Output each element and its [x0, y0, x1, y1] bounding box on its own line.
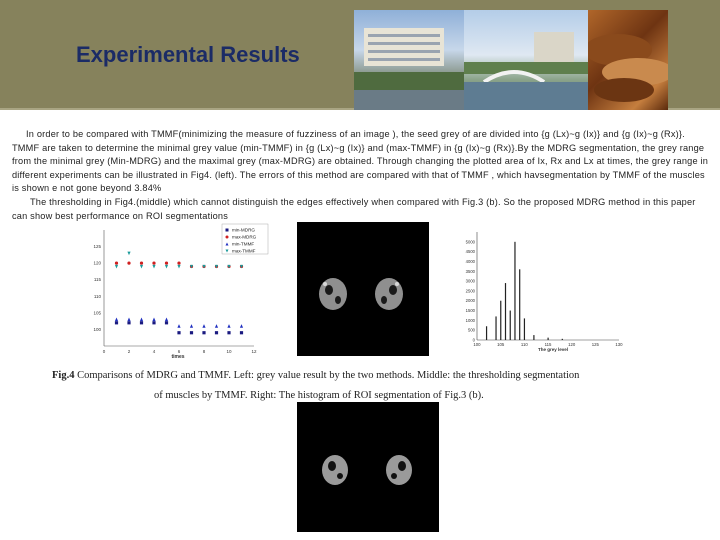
histogram-bar — [510, 311, 511, 340]
histogram-y-tick-label: 2000 — [465, 298, 475, 304]
histogram-y-tick-label: 1000 — [465, 317, 475, 323]
histogram-x-axis-label: The grey level — [537, 347, 569, 352]
thresholding-segmentation-image — [297, 222, 429, 356]
histogram-bar — [533, 335, 534, 340]
scatter-y-tick-label: 115 — [93, 277, 101, 283]
banner-bridge-photo — [464, 10, 588, 110]
slide-title: Experimental Results — [76, 42, 300, 67]
scatter-point — [165, 321, 168, 324]
scatter-y-tick-label: 125 — [93, 244, 101, 250]
scatter-x-axis-label: times — [171, 354, 185, 360]
scatter-point — [127, 321, 130, 324]
scatter-y-tick-label: 120 — [93, 260, 101, 266]
scatter-point — [215, 331, 218, 334]
scatter-point — [115, 317, 118, 321]
legend-marker — [226, 229, 229, 232]
grey-value-scatter-chart — [82, 222, 278, 360]
legend-label: max-TMMF — [232, 248, 256, 254]
histogram-x-tick-label: 125 — [591, 342, 599, 347]
histogram-y-tick-label: 4000 — [465, 258, 475, 264]
scatter-legend — [222, 224, 268, 254]
roi-segmentation-image — [297, 402, 439, 532]
histogram-y-tick-label: 3500 — [465, 268, 475, 274]
figure-caption-line-1 — [52, 370, 579, 381]
scatter-point — [240, 331, 243, 334]
scatter-tick-labels — [93, 241, 257, 354]
banner-hands-photo — [588, 10, 668, 110]
legend-marker — [226, 236, 229, 239]
scatter-point — [127, 252, 130, 256]
histogram-x-tick-label: 100 — [473, 342, 481, 347]
scatter-points — [115, 252, 243, 335]
histogram-x-tick-label: 120 — [568, 342, 576, 347]
scatter-x-tick-label: 0 — [102, 349, 106, 354]
histogram-y-tick-label: 0 — [472, 337, 475, 343]
histogram-bar — [548, 338, 549, 340]
scatter-point — [177, 262, 180, 265]
scatter-point — [140, 321, 143, 324]
scatter-x-tick-label: 6 — [177, 349, 181, 354]
scatter-point — [115, 265, 118, 269]
histogram-bar — [514, 242, 515, 340]
scatter-point — [227, 324, 230, 328]
legend-label: max-MDRG — [232, 234, 257, 240]
scatter-point — [240, 324, 243, 328]
figure-caption-line-2: of muscles by TMMF. Right: The histogram of ROI segmentation of Fig.3 (b). — [154, 390, 484, 401]
scatter-point — [152, 262, 155, 265]
scatter-point — [177, 324, 180, 328]
histogram-tick-labels — [466, 239, 623, 347]
scatter-point — [202, 324, 205, 328]
histogram-bar — [486, 326, 487, 340]
histogram-bar — [500, 301, 501, 340]
scatter-point — [165, 265, 168, 269]
histogram-axes — [477, 232, 619, 340]
scatter-point — [165, 262, 168, 265]
scatter-point — [140, 265, 143, 269]
scatter-point — [215, 324, 218, 328]
banner-building-photo — [354, 10, 464, 110]
scatter-point — [152, 265, 155, 269]
body-paragraph-2: The thresholding in Fig4.(middle) which cannot distinguish the edges effectively when compared with Fig.3 (b). So the proposed MDRG method in this paper can show best performance on ROI segmentations — [12, 197, 696, 221]
scatter-point — [127, 262, 130, 265]
scatter-x-tick-label: 4 — [152, 349, 156, 354]
histogram-y-tick-label: 5000 — [465, 239, 475, 245]
scatter-point — [165, 317, 168, 321]
scatter-x-tick-label: 8 — [202, 349, 206, 354]
scatter-point — [202, 331, 205, 334]
scatter-point — [127, 317, 130, 321]
histogram-bar — [524, 318, 525, 340]
histogram-y-tick-label: 500 — [468, 327, 475, 333]
scatter-point — [177, 331, 180, 334]
histogram-x-tick-label: 105 — [497, 342, 505, 347]
scatter-point — [227, 331, 230, 334]
scatter-point — [115, 262, 118, 265]
scatter-point — [152, 321, 155, 324]
legend-label: min-TMMF — [232, 241, 255, 247]
histogram-x-tick-label: 130 — [615, 342, 623, 347]
scatter-x-tick-label: 12 — [251, 349, 257, 354]
scatter-x-tick-label: 10 — [226, 349, 232, 354]
histogram-bar — [519, 269, 520, 340]
scatter-point — [140, 317, 143, 321]
scatter-point — [190, 331, 193, 334]
scatter-y-tick-label: 105 — [93, 310, 101, 316]
legend-label: min-MDRG — [232, 227, 255, 233]
figure-caption-text: Comparisons of MDRG and TMMF. Left: grey value result by the two methods. Middle: the thresholding segmentation — [74, 370, 580, 381]
histogram-y-tick-label: 4500 — [465, 249, 475, 255]
roi-histogram-chart — [455, 226, 623, 354]
body-paragraph-1: In order to be compared with TMMF(minimizing the measure of fuzziness of an image ), the seed grey of are divided into {g (Lx)~g (Ix)} and {g (Ix)~g (Rx)}. TMMF are taken to determine the minimal grey value (min-TMMF) in {g (Lx)~g (Ix)} and (max-TMMF) in {g (Ix)~g (Rx)}.By the MDRG segmentation, the grey range from the minimal grey (Min-MDRG) and the maximal grey (max-MDRG) are obtained. Through changing the plotted area of Ix, Rx and Lx at times, the grey range in different experiments can be illustrated in Fig4. (left). The errors of this method are compared with that of TMMF , which havsegmentation by TMMF of the muscles is shown e not gone beyond 3.84% — [12, 129, 709, 193]
histogram-bar — [562, 339, 563, 340]
scatter-point — [190, 324, 193, 328]
histogram-bars — [486, 242, 563, 340]
scatter-point — [115, 321, 118, 324]
histogram-y-tick-label: 1500 — [465, 308, 475, 314]
scatter-point — [140, 262, 143, 265]
histogram-x-tick-label: 115 — [544, 342, 552, 347]
figure-caption-label: Fig.4 — [52, 370, 75, 381]
scatter-y-tick-label: 110 — [93, 293, 101, 299]
scatter-x-tick-label: 2 — [127, 349, 131, 354]
histogram-bar — [495, 316, 496, 340]
histogram-x-tick-label: 110 — [520, 342, 528, 347]
scatter-y-tick-label: 100 — [93, 326, 101, 332]
histogram-bar — [505, 283, 506, 340]
scatter-point — [177, 265, 180, 269]
histogram-y-tick-label: 2500 — [465, 288, 475, 294]
histogram-y-tick-label: 3000 — [465, 278, 475, 284]
scatter-point — [152, 317, 155, 321]
